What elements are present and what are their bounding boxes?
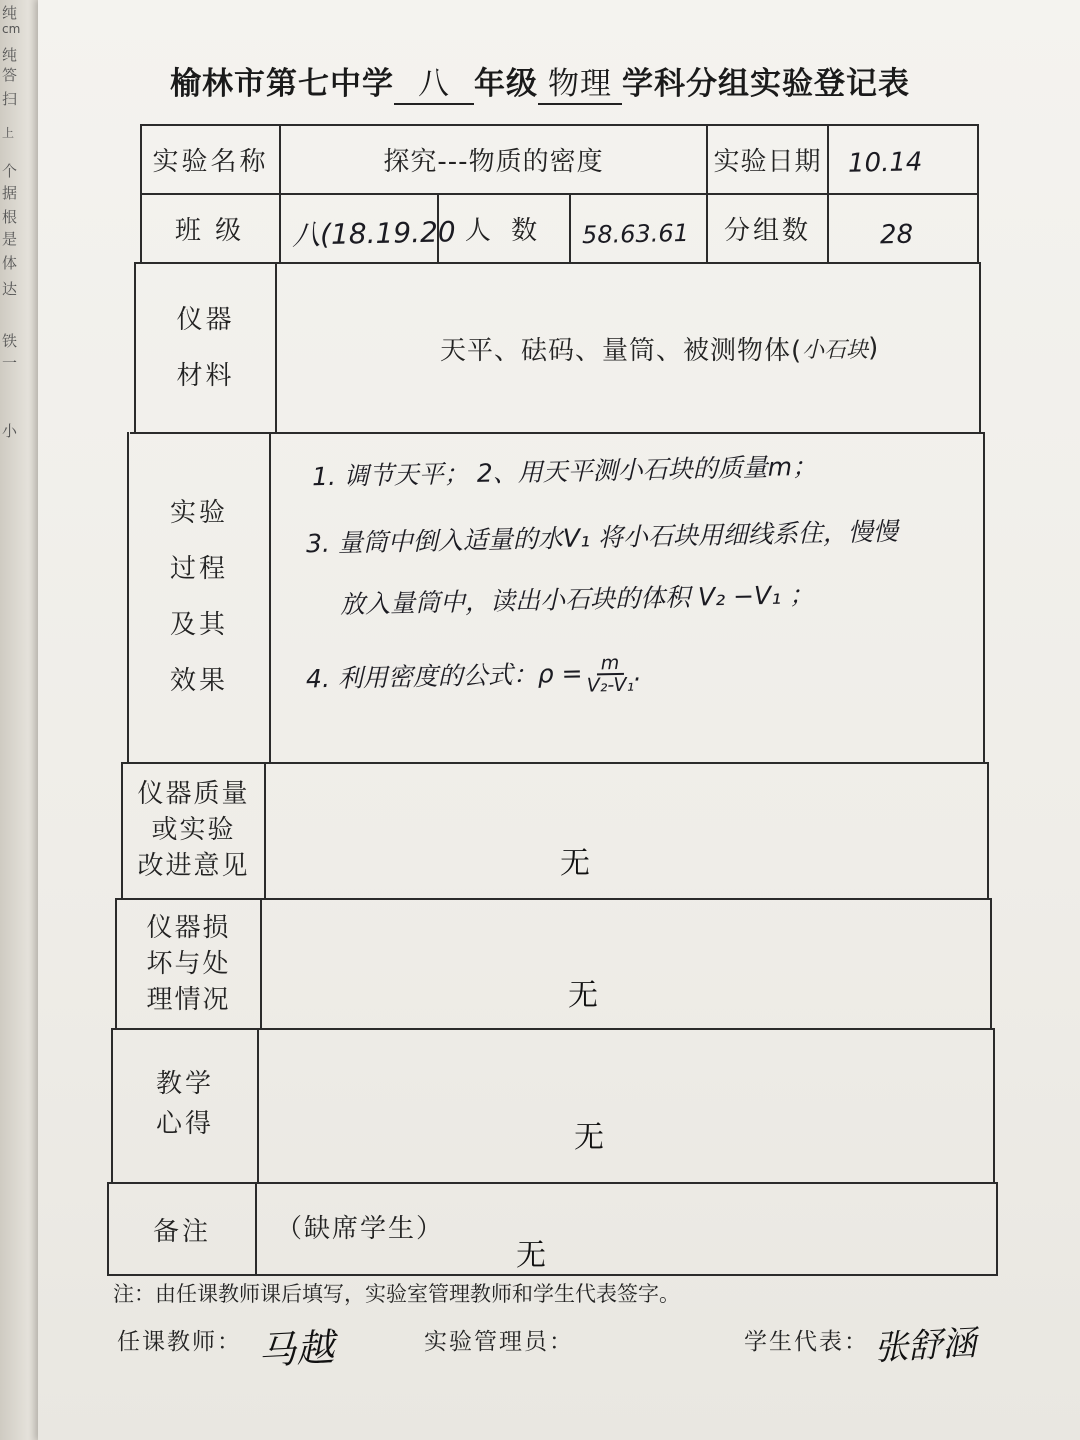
value-remarks: 无 (516, 1238, 546, 1273)
value-equipment (440, 326, 910, 370)
underlay-fragment: 一 (2, 354, 18, 372)
underlay-fragment: 上 (2, 126, 15, 140)
label-process-line: 实验 (169, 498, 228, 528)
label-count: 人 数 (464, 216, 544, 246)
footer-note: 注：由任课教师课后填写，实验室管理教师和学生代表签字。 (113, 1282, 680, 1306)
label-quality-line: 改进意见 (137, 851, 250, 881)
student-rep-label: 学生代表： (744, 1329, 869, 1355)
table-rule (123, 762, 987, 764)
equipment-handwritten: 小石块 (802, 337, 869, 363)
title-suffix: 学科分组实验登记表 (622, 66, 910, 102)
label-quality-line: 或实验 (151, 815, 236, 845)
title-grade-fill: 八 (394, 58, 474, 105)
label-process-line: 效果 (169, 666, 228, 696)
underlay-fragment: 达 (2, 280, 18, 298)
table-rule (107, 1274, 998, 1276)
underlay-fragment: 纯 (2, 4, 18, 22)
equipment-text: 天平、砝码、量筒、被测物体( (440, 335, 803, 366)
value-quality: 无 (560, 846, 590, 881)
fraction-denominator: V₂-V₁ (586, 673, 635, 697)
label-reflection (113, 1060, 257, 1148)
label-equipment-line: 仪器 (176, 305, 235, 335)
student-rep-signature: 张舒涵 (873, 1323, 978, 1369)
label-reflection-line: 心得 (155, 1109, 214, 1139)
teacher-label: 任课教师： (117, 1329, 242, 1355)
table-border (979, 262, 981, 434)
label-damage-line: 坏与处 (146, 949, 231, 979)
remarks-absent-label: （缺席学生） (275, 1213, 444, 1244)
underlay-fragment: 是 (2, 230, 18, 248)
label-damage-line: 仪器损 (146, 913, 231, 943)
value-class: 八(18.19.20 (291, 215, 456, 252)
value-reflection: 无 (574, 1120, 604, 1155)
table-border (990, 898, 992, 1030)
underlay-fragment: 铁 (2, 332, 18, 350)
underlay-fragment: cm (2, 22, 21, 36)
table-border (987, 762, 989, 900)
table-rule (827, 193, 829, 264)
label-process-line: 及其 (169, 610, 228, 640)
formula-end: . (633, 657, 643, 687)
form-title (0, 58, 1080, 105)
process-step-line: 放入量筒中，读出小石块的体积 V₂ −V₁ ； (339, 580, 815, 619)
underlay-fragment: 小 (2, 422, 18, 440)
value-damage: 无 (568, 978, 598, 1013)
value-experiment-date: 10.14 (847, 147, 923, 179)
label-damage (117, 904, 260, 1024)
underlay-fragment: 体 (2, 254, 18, 272)
table-border (983, 432, 985, 764)
label-experiment-date: 实验日期 (713, 147, 822, 177)
label-process-line: 过程 (169, 554, 228, 584)
formula-prefix: 4. 利用密度的公式：ρ = (305, 658, 583, 694)
label-equipment (136, 264, 275, 432)
process-step-line: 3. 量筒中倒入适量的水V₁ 将小石块用细线系住，慢慢 (305, 516, 899, 559)
value-count: 58.63.61 (581, 218, 690, 250)
underlay-fragment: 据 (2, 184, 18, 202)
admin-label: 实验管理员： (424, 1329, 574, 1355)
value-groups: 28 (879, 219, 914, 251)
table-border (993, 1028, 995, 1184)
table-rule (257, 1028, 259, 1184)
process-step-line: 1. 调节天平； 2、用天平测小石块的质量m； (311, 451, 818, 492)
table-rule (269, 432, 271, 764)
process-formula-line (306, 652, 643, 701)
underlay-fragment: 纯 (2, 46, 18, 64)
label-reflection-line: 教学 (155, 1069, 214, 1099)
title-grade-word: 年级 (474, 66, 538, 102)
fraction-numerator: m (597, 653, 624, 676)
table-border (996, 1182, 998, 1276)
underlay-fragment: 答 (2, 66, 18, 84)
title-school: 榆林市第七中学 (170, 66, 394, 102)
table-rule (569, 193, 571, 264)
teacher-signature: 马越 (257, 1325, 336, 1373)
table-rule (113, 1028, 993, 1030)
table-rule (827, 124, 829, 195)
table-rule (260, 898, 262, 1030)
table-rule (117, 898, 990, 900)
label-experiment-name: 实验名称 (152, 147, 269, 177)
table-rule (275, 262, 277, 434)
underlay-fragment: 根 (2, 208, 18, 226)
label-class: 班 级 (174, 216, 245, 246)
underlay-fragment: 个 (2, 162, 18, 180)
density-fraction (586, 653, 634, 696)
label-remarks: 备注 (152, 1216, 211, 1247)
table-rule (255, 1182, 257, 1276)
underlay-fragment: 扫 (2, 90, 18, 108)
table-rule (130, 432, 983, 434)
label-process (129, 482, 269, 712)
label-damage-line: 理情况 (146, 985, 231, 1015)
label-quality-line: 仪器质量 (137, 779, 250, 809)
value-experiment-name: 探究---物质的密度 (383, 147, 604, 177)
label-groups: 分组数 (723, 216, 811, 246)
label-quality (123, 770, 264, 890)
label-equipment-line: 材料 (176, 361, 235, 391)
title-subject-fill: 物理 (538, 58, 622, 105)
table-rule (264, 762, 266, 900)
equipment-close: ) (868, 333, 880, 363)
underlying-page-edge (0, 0, 40, 1440)
